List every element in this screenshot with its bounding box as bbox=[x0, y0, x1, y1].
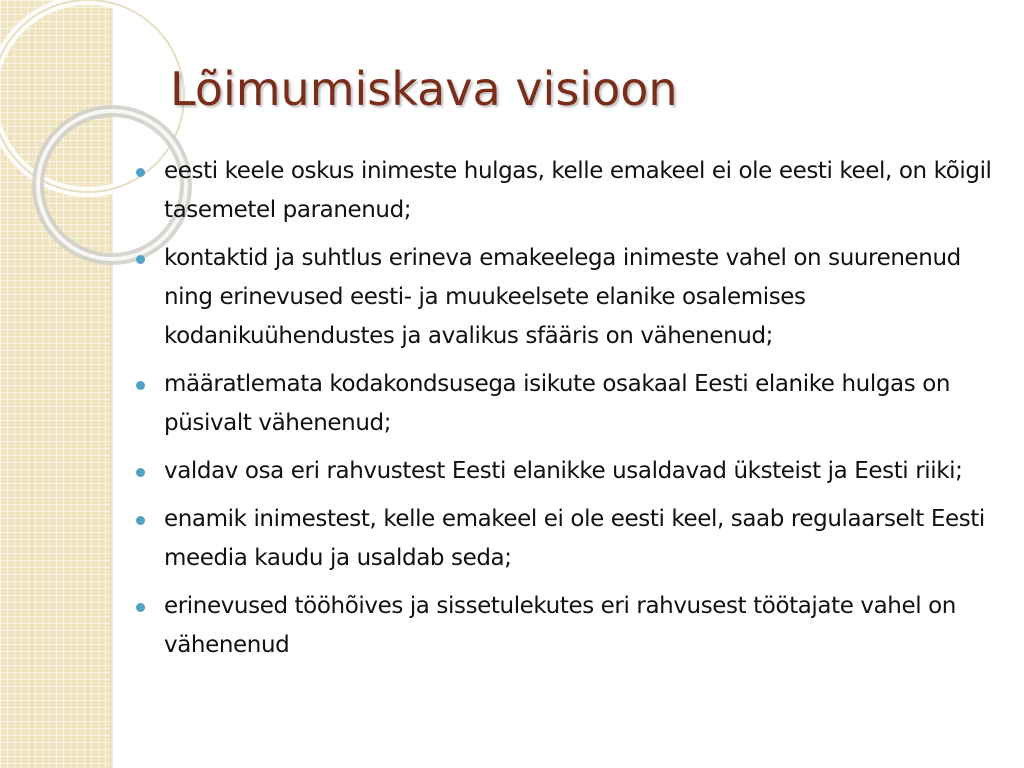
bullet-dot-icon bbox=[136, 603, 145, 612]
bullet-item bbox=[135, 365, 995, 443]
decorative-strip-edge bbox=[110, 0, 113, 768]
bullet-dot-icon bbox=[136, 168, 145, 177]
slide-title: Lõimumiskava visioon bbox=[170, 62, 678, 116]
bullet-text: eesti keele oskus inimeste hulgas, kelle emakeel ei ole eesti keel, on kõigil tasemetel paranenud; bbox=[164, 158, 992, 223]
bullet-item bbox=[135, 500, 995, 578]
bullet-dot-icon bbox=[136, 516, 145, 525]
bullet-item bbox=[135, 239, 995, 356]
bullet-text: määratlemata kodakondsusega isikute osakaal Eesti elanike hulgas on püsivalt vähenenud; bbox=[164, 371, 951, 436]
bullet-item bbox=[135, 452, 995, 491]
bullet-text: enamik inimestest, kelle emakeel ei ole eesti keel, saab regulaarselt Eesti meedia kaudu ja usaldab seda; bbox=[164, 506, 985, 571]
bullet-list bbox=[135, 152, 995, 674]
bullet-text: erinevused tööhõives ja sissetulekutes eri rahvusest töötajate vahel on vähenenud bbox=[164, 593, 956, 658]
bullet-text: kontaktid ja suhtlus erineva emakeelega inimeste vahel on suurenenud ning erinevused eesti- ja muukeelsete elanike osalemises kodanikuühendustes ja avalikus sfääris on vähenenud; bbox=[164, 245, 961, 349]
decorative-grid-strip bbox=[0, 0, 113, 768]
bullet-item bbox=[135, 152, 995, 230]
bullet-item bbox=[135, 587, 995, 665]
bullet-dot-icon bbox=[136, 468, 145, 477]
bullet-text: valdav osa eri rahvustest Eesti elanikke usaldavad üksteist ja Eesti riiki; bbox=[164, 458, 963, 484]
bullet-dot-icon bbox=[136, 255, 145, 264]
bullet-dot-icon bbox=[136, 381, 145, 390]
